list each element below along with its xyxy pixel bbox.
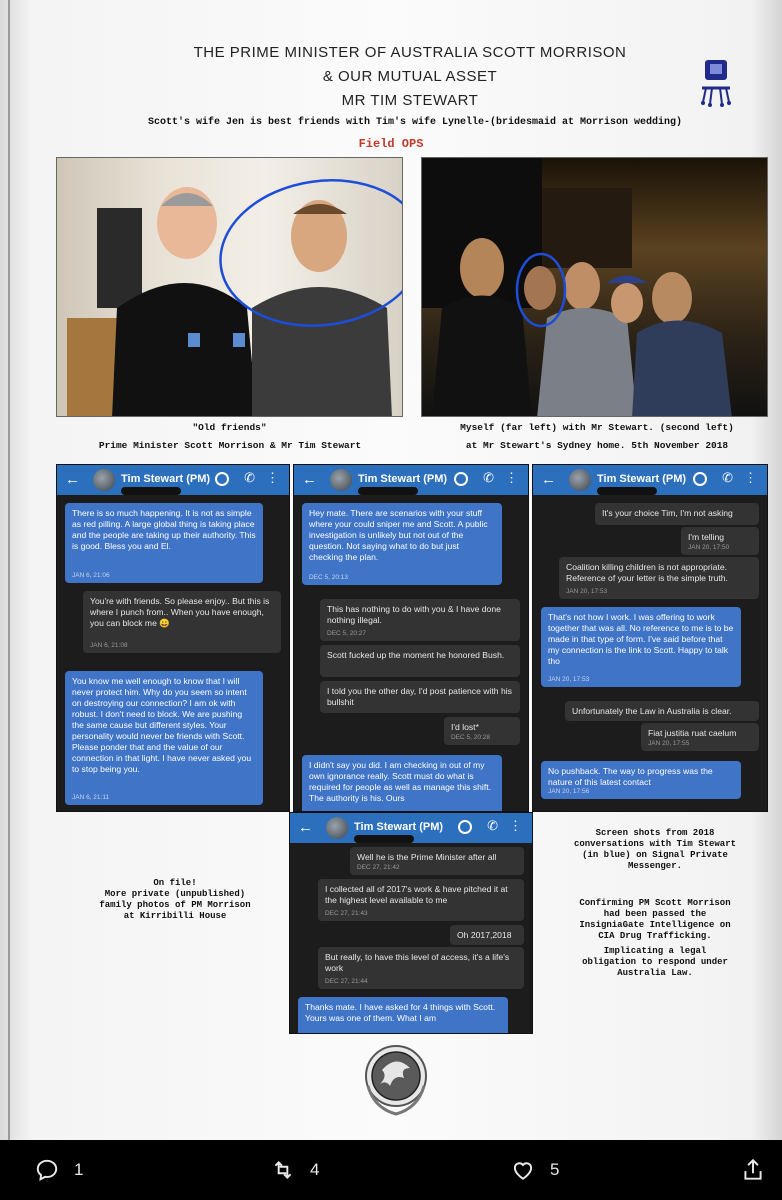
doc-title-line1: THE PRIME MINISTER OF AUSTRALIA SCOTT MORRISON xyxy=(193,44,627,61)
message-bubble: You're with friends. So please enjoy.. But this is where I punch from.. When you have enough, you can block me 😀 JAN 6, 21:08 xyxy=(83,591,281,653)
chat-header xyxy=(57,465,289,495)
message-bubble: I'd lost* DEC 5, 20:28 xyxy=(444,717,520,745)
retweet-icon xyxy=(270,1157,296,1183)
photo-group-night xyxy=(421,157,768,417)
back-arrow-icon[interactable]: ← xyxy=(541,471,556,488)
retweet-button[interactable] xyxy=(270,1156,319,1184)
avatar xyxy=(569,469,591,491)
contact-name: Tim Stewart (PM) xyxy=(597,473,687,485)
photo-morrison-stewart xyxy=(56,157,403,417)
contact-name: Tim Stewart (PM) xyxy=(354,821,444,833)
more-options-icon[interactable]: ⋮ xyxy=(505,470,518,485)
caption-left-1: "Old friends" xyxy=(192,422,267,433)
more-options-icon[interactable]: ⋮ xyxy=(744,470,757,485)
message-bubble: Unfortunately the Law in Australia is clear. xyxy=(565,701,759,721)
like-button[interactable] xyxy=(510,1156,559,1184)
message-bubble: Coalition killing children is not appropriate. Reference of your letter is the simple truth. JAN 20, 17:53 xyxy=(559,557,759,599)
share-button[interactable] xyxy=(740,1156,766,1184)
reply-count: 1 xyxy=(74,1160,84,1179)
caption-right-2: at Mr Stewart's Sydney home. 5th November 2018 xyxy=(465,440,729,451)
more-options-icon[interactable]: ⋮ xyxy=(266,470,279,485)
message-bubble: There is so much happening. It is not as simple as red pilling. A large global thing is taking place and the people are taking up their authority. This is good. Bless you and El. JAN 6, 21:06 xyxy=(65,503,263,583)
field-ops-label: Field OPS xyxy=(358,137,424,151)
note-confirming: Confirming PM Scott Morrison had been passed the InsigniaGate Intelligence on CIA Drug Trafficking. xyxy=(579,898,731,941)
message-bubble: Thanks mate. I have asked for 4 things with Scott. Yours was one of them. What I am xyxy=(298,997,508,1034)
dragon-seal-icon xyxy=(360,1040,432,1118)
message-bubble: I collected all of 2017's work & have pitched it at the highest level available to me DEC 27, 21:43 xyxy=(318,879,524,921)
caption-left-2: Prime Minister Scott Morrison & Mr Tim Stewart xyxy=(98,440,362,451)
message-bubble: Hey mate. There are scenarios with your stuff where your could sniper me and Scott. A public investigation is unlikely but not out of the question. Not saying what to do but just checking the plan. DEC 5, 20:13 xyxy=(302,503,502,585)
reply-button[interactable] xyxy=(34,1156,83,1184)
back-arrow-icon[interactable]: ← xyxy=(298,819,313,836)
note-implicating: Implicating a legal obligation to respond under Australia Law. xyxy=(582,946,728,978)
disappearing-timer-icon[interactable] xyxy=(693,472,707,486)
chat-header xyxy=(533,465,767,495)
message-bubble: That's not how I work. I was offering to work together that was all. No reference to me is to be made in that type of form. I've said before that my connection is the link to Scott. Happy to talk tho JAN 20, 17:53 xyxy=(541,607,741,687)
message-bubble: I didn't say you did. I am checking in out of my own ignorance really. Scott must do what is required for people as well as manage this shift. The authority is his. Ours xyxy=(302,755,502,812)
message-bubble: Fiat justitia ruat caelum JAN 20, 17:55 xyxy=(641,723,759,751)
tweet-action-bar xyxy=(0,1140,782,1200)
redaction-bar xyxy=(358,487,418,495)
message-bubble: Well he is the Prime Minister after all DEC 27, 21:42 xyxy=(350,847,524,875)
more-options-icon[interactable]: ⋮ xyxy=(509,818,522,833)
chat-screenshot-4 xyxy=(289,812,533,1034)
note-screenshots: Screen shots from 2018 conversations with Tim Stewart (in blue) on Signal Private Messenger. xyxy=(573,828,737,871)
phone-icon[interactable]: ✆ xyxy=(722,470,733,485)
chat-screenshot-2 xyxy=(293,464,529,812)
note-on-file: On file! More private (unpublished) family photos of PM Morrison at Kirribilli House xyxy=(99,878,251,921)
avatar xyxy=(326,817,348,839)
contact-name: Tim Stewart (PM) xyxy=(121,473,211,485)
disappearing-timer-icon[interactable] xyxy=(215,472,229,486)
avatar xyxy=(330,469,352,491)
contact-name: Tim Stewart (PM) xyxy=(358,473,448,485)
avatar xyxy=(93,469,115,491)
share-icon xyxy=(740,1157,766,1183)
message-bubble: But really, to have this level of access, it's a life's work DEC 27, 21:44 xyxy=(318,947,524,989)
disappearing-timer-icon[interactable] xyxy=(454,472,468,486)
like-count: 5 xyxy=(550,1160,560,1179)
doc-subtitle: Scott's wife Jen is best friends with Tim's wife Lynelle-(bridesmaid at Morrison wedding) xyxy=(147,117,683,128)
caption-right-1: Myself (far left) with Mr Stewart. (second left) xyxy=(460,422,734,433)
message-bubble: I told you the other day, I'd post patience with his bullshit xyxy=(320,681,520,713)
message-bubble: Scott fucked up the moment he honored Bush. xyxy=(320,645,520,677)
doc-title-line3: MR TIM STEWART xyxy=(341,92,479,109)
reply-icon xyxy=(34,1157,60,1183)
disappearing-timer-icon[interactable] xyxy=(458,820,472,834)
chat-header xyxy=(294,465,528,495)
chat-header xyxy=(290,813,532,843)
chat-screenshot-1 xyxy=(56,464,290,812)
message-bubble: This has nothing to do with you & I have done nothing illegal. DEC 5, 20:27 xyxy=(320,599,520,641)
phone-icon[interactable]: ✆ xyxy=(483,470,494,485)
chat-screenshot-3 xyxy=(532,464,768,812)
message-bubble: I'm telling JAN 20, 17:50 xyxy=(681,527,759,555)
message-bubble: Oh 2017,2018 xyxy=(450,925,524,945)
page-edge xyxy=(8,0,10,1140)
insignia-logo-icon xyxy=(698,58,734,108)
back-arrow-icon[interactable]: ← xyxy=(65,471,80,488)
doc-title-line2: & OUR MUTUAL ASSET xyxy=(322,68,498,85)
redaction-bar xyxy=(354,835,414,843)
retweet-count: 4 xyxy=(310,1160,320,1179)
redaction-bar xyxy=(121,487,181,495)
phone-icon[interactable]: ✆ xyxy=(244,470,255,485)
message-bubble: You know me well enough to know that I will never protect him. Why do you seem so intent on destroying our connection? I am ok with robust. I don't need to block. We are pushing the same cause but different styles. Your personality would never be friends with Scott. Please ponder that and the value of our connection in that light. I have never asked you to stop being you. JAN 6, 21:11 xyxy=(65,671,263,805)
heart-icon xyxy=(510,1157,536,1183)
message-bubble: No pushback. The way to progress was the nature of this latest contact JAN 20, 17:56 xyxy=(541,761,741,799)
message-bubble: It's your choice Tim, I'm not asking xyxy=(595,503,759,525)
phone-icon[interactable]: ✆ xyxy=(487,818,498,833)
back-arrow-icon[interactable]: ← xyxy=(302,471,317,488)
redaction-bar xyxy=(597,487,657,495)
